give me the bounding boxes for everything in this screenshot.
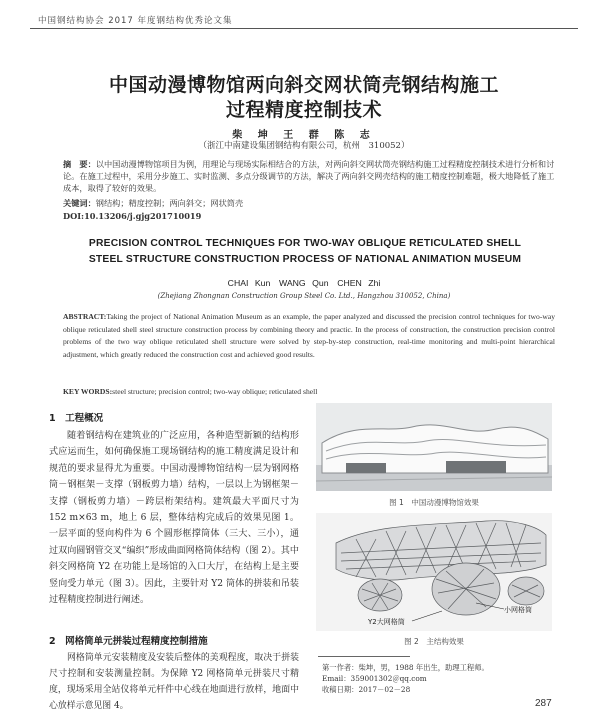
- abstract-cn-label: 摘 要：: [63, 159, 96, 169]
- abstract-cn: [63, 158, 555, 195]
- figure-2-image: [316, 513, 552, 631]
- title-en-line1: PRECISION CONTROL TECHNIQUES FOR TWO-WAY OBLIQUE RETICULATED SHELL: [88, 238, 522, 249]
- keywords-cn-text: 钢结构；精度控制；两向斜交；网状筒壳: [95, 198, 244, 208]
- keywords-en-label: KEY WORDS:: [63, 387, 113, 396]
- section-2-body: 网格筒单元安装精度及安装后整体的美观程度，取决于拼装尺寸控制和安装测量控制。为保障 Y2 网格筒单元拼装尺寸精度，现场采用全站仪将单元杆件中心线在地面进行放样，地面中心放样示意见图 4。: [49, 653, 299, 711]
- title-cn-line2: 过程精度控制技术: [225, 99, 382, 121]
- figure-2-caption: 图 2 主结构效果: [404, 637, 464, 646]
- authors-en: CHAI Kun WANG Qun CHEN Zhi: [227, 278, 381, 288]
- doi[interactable]: DOI:10.13206/j.gjg201710019: [63, 211, 202, 221]
- abstract-en-label: ABSTRACT:: [63, 312, 107, 321]
- figure-2-label-large-grid: Y2大网格筒: [368, 618, 405, 626]
- keywords-cn-label: 关键词：: [63, 198, 96, 208]
- running-head: 中国钢结构协会 2017 年度钢结构优秀论文集: [38, 16, 233, 26]
- abstract-en: [63, 311, 555, 361]
- figure-2-label-small-grid: 小网格筒: [504, 606, 532, 614]
- museum-rendering: [316, 403, 552, 491]
- affiliation-cn: （浙江中南建设集团钢结构有限公司，杭州 310052）: [198, 141, 410, 151]
- header-rule: [30, 28, 578, 29]
- abstract-en-text: Taking the project of National Animation Museum as an example, the paper analyzed and discussed the precision control techniques for two-way oblique reticulated shell steel structure construction process by combining theory and practic. In the process of construction, the construction precision control problems of the two way oblique reticulated shell structure were solved by step-by-step construction, real-time monitoring and multi-point hierarchical adjustment, which greatly reduced the construction cost and achieved good results.: [63, 312, 555, 359]
- keywords-en-text: steel structure; precision control; two-way oblique; reticulated shell: [112, 387, 318, 396]
- title-cn-line1: 中国动漫博物馆两向斜交网状筒壳钢结构施工: [108, 74, 499, 96]
- section-1-heading: 1 工程概况: [49, 413, 104, 424]
- abstract-cn-text: 以中国动漫博物馆项目为例，用理论与现场实际相结合的方法，对两向斜交网状筒壳钢结构施工过程精度控制技术进行分析和讨论。在施工过程中，采用分步施工、实时监测、多点分级调节的方法，解决了两向斜交网壳结构的施工精度控制难题，极大地降低了施工成本，取得了较好的效果。: [63, 159, 555, 194]
- keywords-en: [63, 387, 317, 396]
- section-1-body: 随着钢结构在建筑业的广泛应用，各种造型新颖的结构形式应运而生，如何确保施工现场钢结构的施工精度满足设计和规范的要求显得尤为重要。中国动漫博物馆结构一层为钢网格筒－钢框架－支撑（钢板剪力墙）结构，一层以上为钢框架－支撑（钢板剪力墙）－跨层桁架结构。建筑最大平面尺寸为 152 m×63 m，地上 6 层，整体结构完成后的效果见图 1。一层平面的竖向构件为 6 个圆形框撑筒体（三大、三小），通过双向圆钢管交叉“编织”形成曲面网格筒体结构（图 2）。其中斜交网格筒 Y2 在功能上是场馆的入口大厅，在结构上是主要竖向受力单元（图 3）。因此，主要针对 Y2 筒体的拼装和吊装过程精度控制进行阐述。: [49, 431, 299, 606]
- figure-1-image: [316, 403, 552, 491]
- footnote: [322, 662, 489, 695]
- page-number: 287: [535, 698, 552, 709]
- footnote-rule: [318, 656, 410, 657]
- footnote-email[interactable]: Email：359001302＠qq.com: [322, 674, 427, 683]
- authors-cn: 柴 坤 王 群 陈 志: [232, 130, 376, 141]
- footnote-author: 第一作者：柴坤，男，1988 年出生，助理工程师。: [322, 663, 489, 672]
- figure-1-caption: 图 1 中国动漫博物馆效果: [389, 498, 479, 507]
- keywords-cn: [63, 198, 243, 209]
- section-2-heading: 2 网格筒单元拼装过程精度控制措施: [49, 636, 208, 647]
- footnote-received-date: 收稿日期：2017－02－28: [322, 685, 411, 694]
- affiliation-en: (Zhejiang Zhongnan Construction Group Steel Co. Ltd., Hangzhou 310052, China): [157, 292, 451, 300]
- title-en-line2: STEEL STRUCTURE CONSTRUCTION PROCESS OF NATIONAL ANIMATION MUSEUM: [88, 254, 522, 265]
